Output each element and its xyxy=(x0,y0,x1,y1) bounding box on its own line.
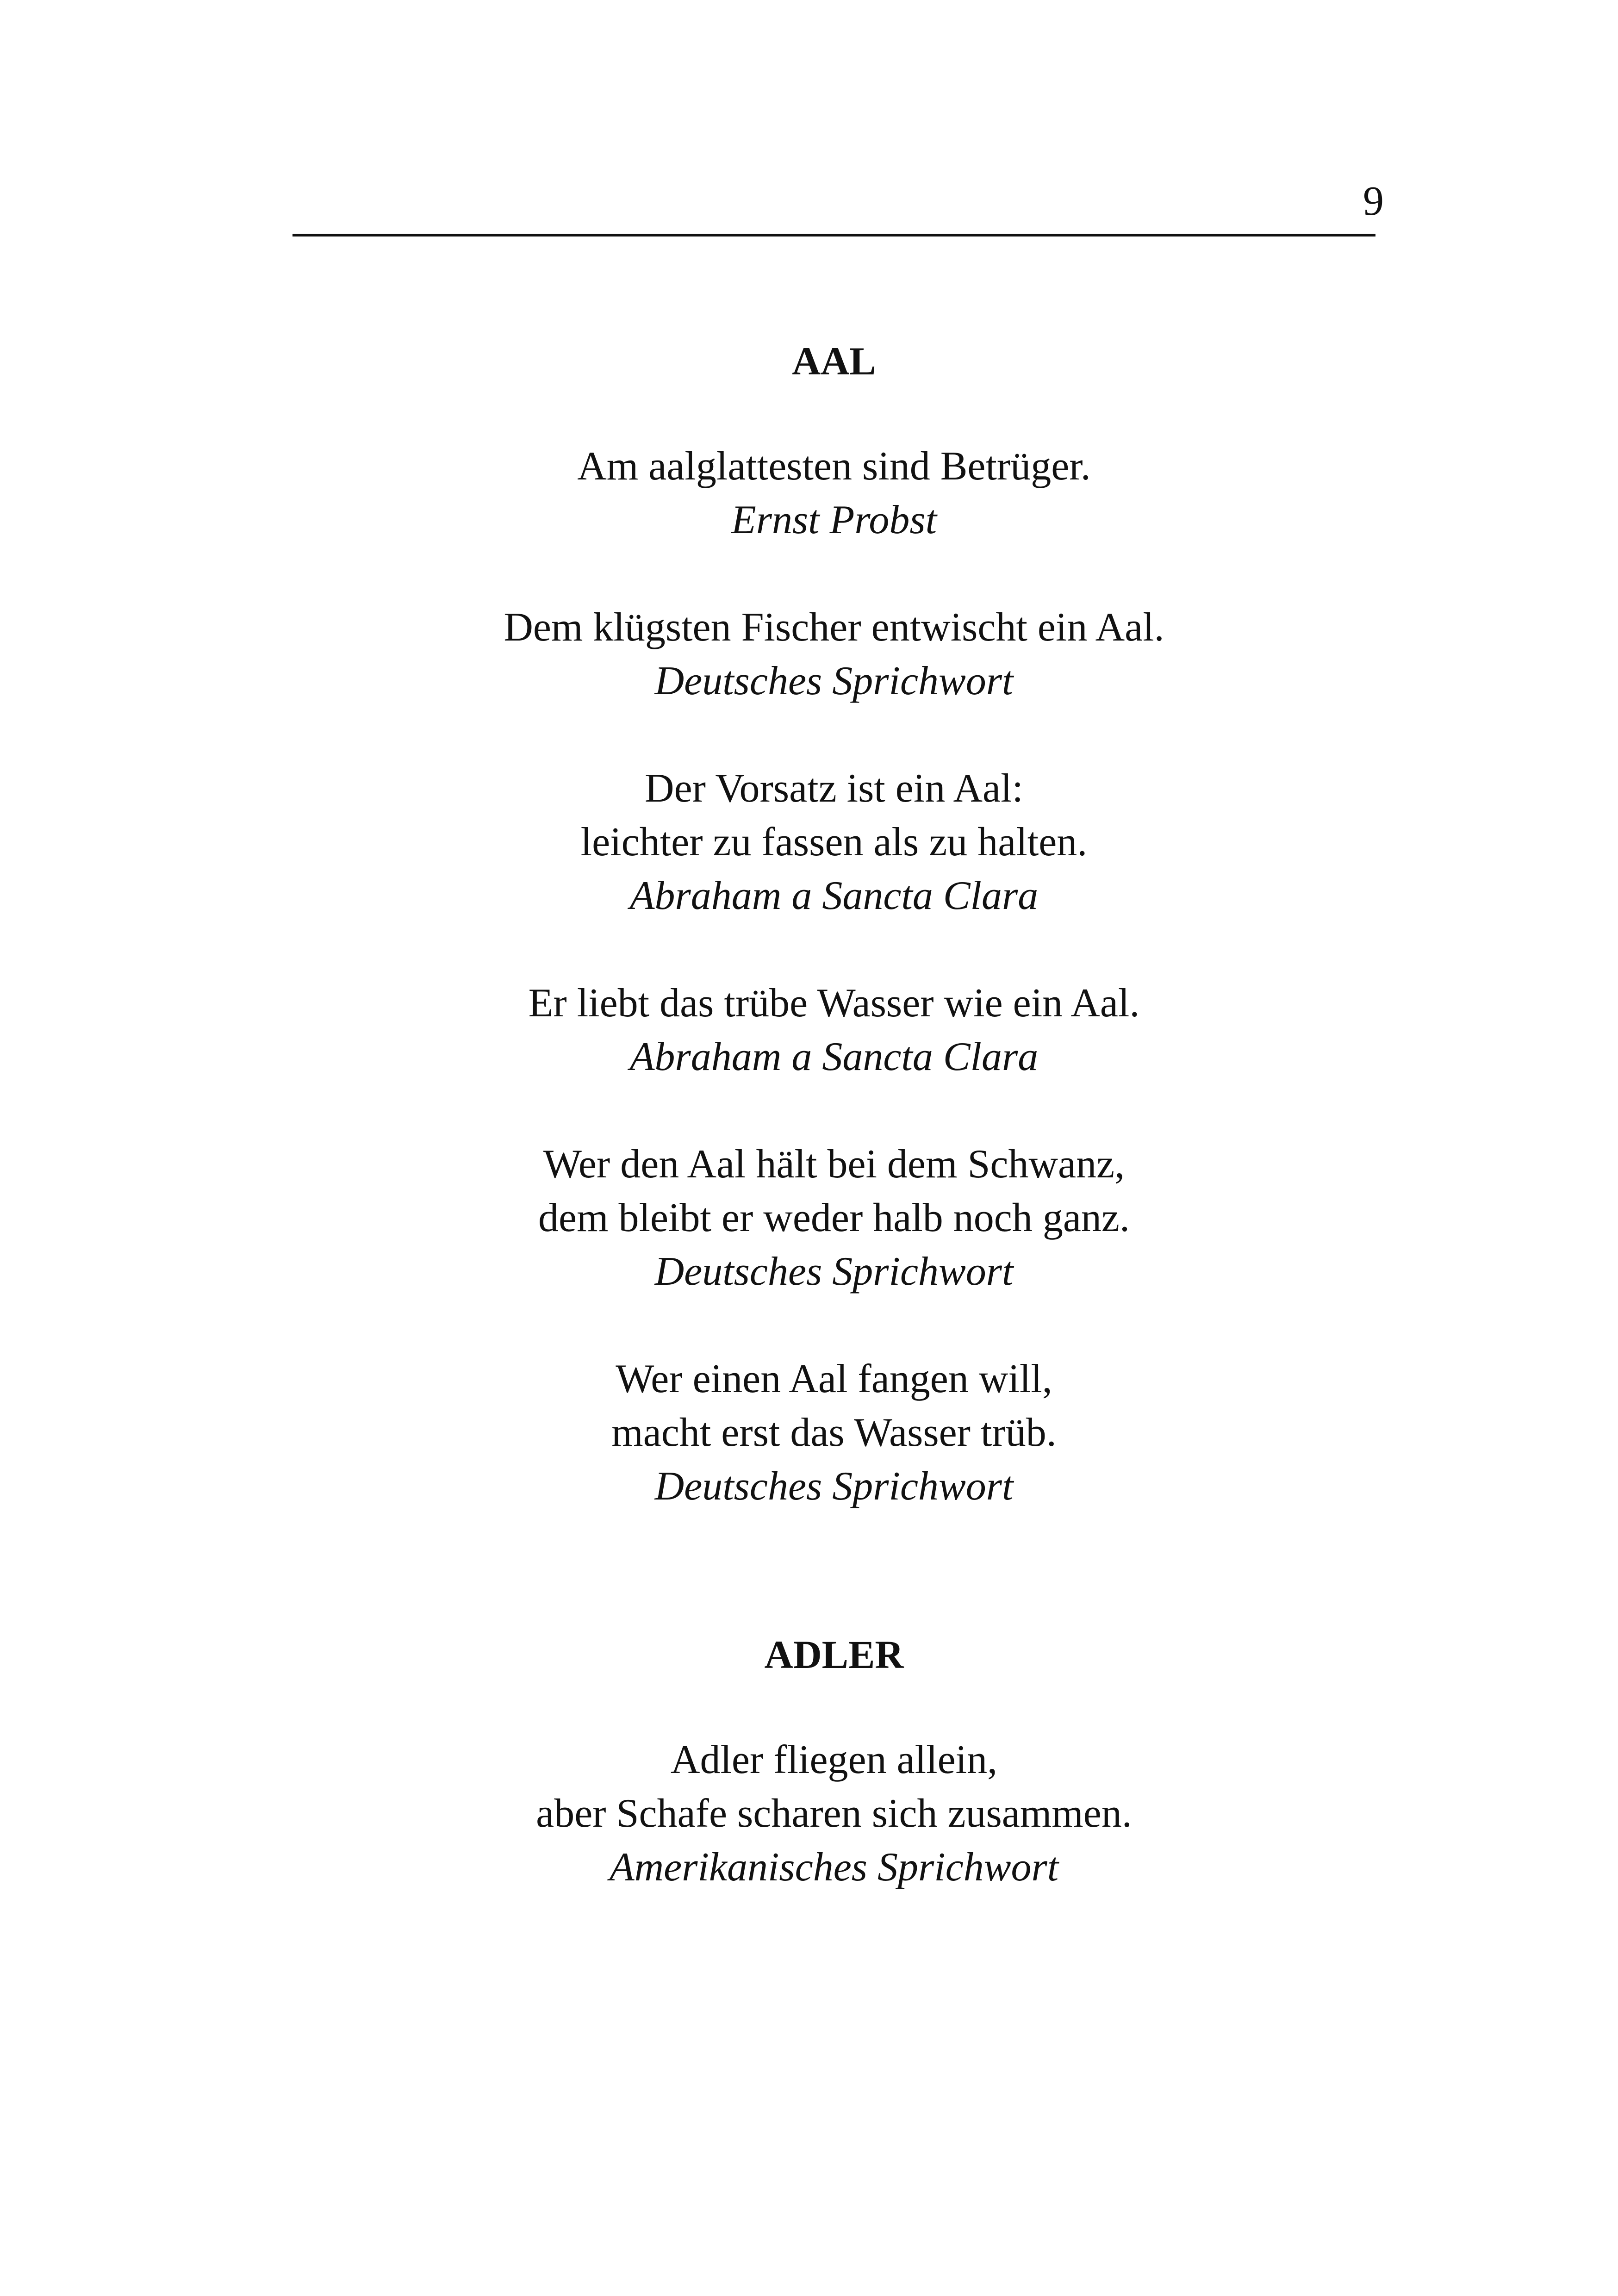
quote-line: Adler fliegen allein, xyxy=(670,1737,998,1782)
quote-author: Amerikanisches Sprichwort xyxy=(609,1845,1059,1890)
section-title: ADLER xyxy=(764,1632,904,1677)
quote xyxy=(292,977,1375,1084)
quote-line: Am aalglattesten sind Betrüger. xyxy=(577,444,1091,489)
quote xyxy=(292,601,1375,708)
quote-line: aber Schafe scharen sich zusammen. xyxy=(536,1791,1132,1836)
quote-author: Deutsches Sprichwort xyxy=(654,1249,1014,1294)
section-aal xyxy=(292,333,1375,1513)
quote xyxy=(292,1733,1375,1894)
section-adler xyxy=(292,1627,1375,1894)
section-title: AAL xyxy=(792,339,876,383)
quote-line: Dem klügsten Fischer entwischt ein Aal. xyxy=(504,605,1164,650)
page-number: 9 xyxy=(1363,178,1384,224)
quote-author: Deutsches Sprichwort xyxy=(654,1464,1014,1509)
quote-line: leichter zu fassen als zu halten. xyxy=(580,820,1088,865)
quote xyxy=(292,1352,1375,1513)
quote-line: dem bleibt er weder halb noch ganz. xyxy=(538,1195,1130,1240)
quote-author: Ernst Probst xyxy=(731,498,937,542)
page-body xyxy=(292,333,1375,1894)
quote-line: Er liebt das trübe Wasser wie ein Aal. xyxy=(528,981,1140,1026)
quote-line: Wer einen Aal fangen will, xyxy=(616,1356,1052,1401)
quote-line: Wer den Aal hält bei dem Schwanz, xyxy=(543,1142,1125,1187)
quote xyxy=(292,440,1375,547)
header-rule xyxy=(292,234,1375,236)
quote-line: Der Vorsatz ist ein Aal: xyxy=(645,766,1023,811)
quote xyxy=(292,1138,1375,1299)
quote-author: Deutsches Sprichwort xyxy=(654,659,1014,703)
quote xyxy=(292,762,1375,923)
quote-line: macht erst das Wasser trüb. xyxy=(611,1410,1057,1455)
quote-author: Abraham a Sancta Clara xyxy=(629,1034,1039,1079)
quote-author: Abraham a Sancta Clara xyxy=(629,873,1039,918)
